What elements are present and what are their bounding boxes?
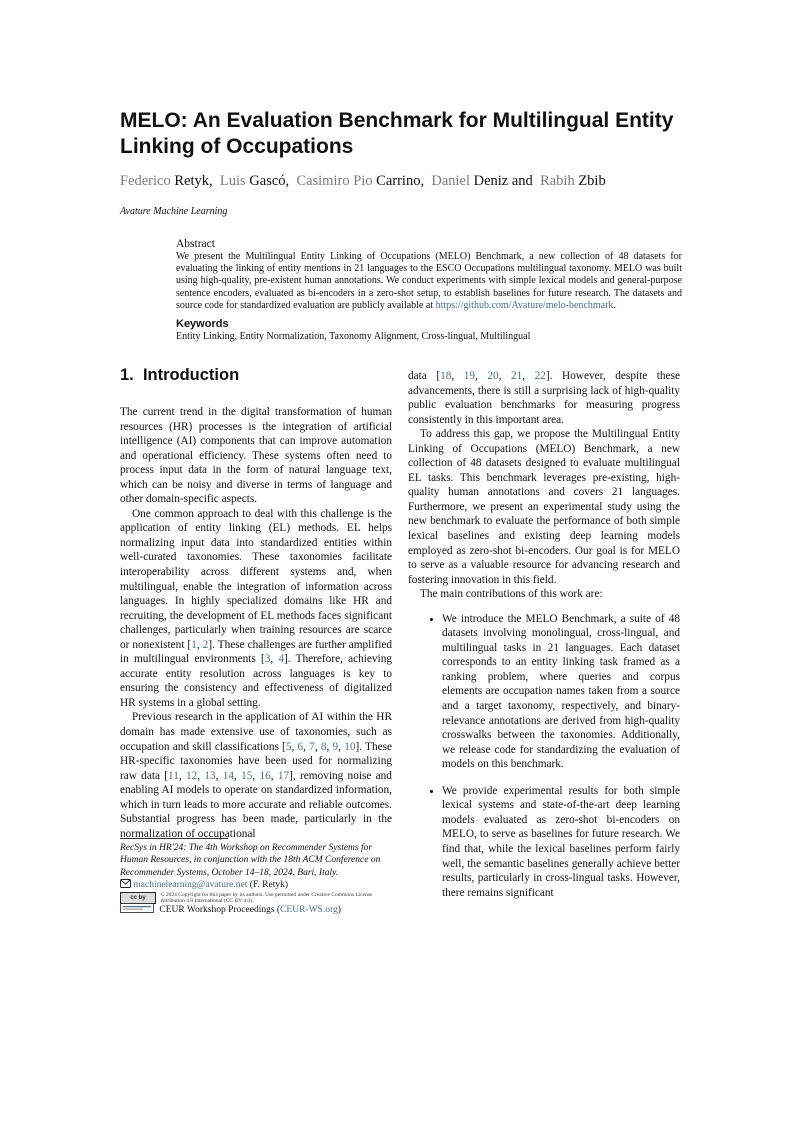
author-last-name: Gascó bbox=[249, 173, 286, 189]
ceur-link[interactable]: CEUR-WS.org bbox=[280, 905, 338, 915]
section-title: Introduction bbox=[142, 366, 240, 384]
citation-link[interactable]: 22 bbox=[534, 370, 546, 382]
paragraph-text: Previous research in the application of AI within the HR domain has made extensive use of taxonomies, such as occupation and skill classifications [ bbox=[120, 711, 392, 753]
abstract-body: We present the Multilingual Entity Linking of Occupations (MELO) Benchmark, a new collection of 48 datasets for evaluating the linking of entity mentions in 21 languages to the ESCO Occupations multilingual taxonomy. MELO was built using high-quality, pre-existent human annotations. We conduct experiments with simple lexical models and general-purpose sentence encoders, evaluated as bi-encoders in a zero-shot setup, to establish baselines for future research. The datasets and source code for standardized evaluation are publicly available at bbox=[176, 251, 682, 311]
copyright-text: © 2024 Copyright for this paper by its authors. Use permitted under Creative Commons License Attribution 4.0 International (CC BY 4.0). bbox=[160, 892, 373, 905]
keywords bbox=[176, 317, 682, 343]
abstract-heading: Abstract bbox=[176, 238, 215, 250]
paragraph: The main contributions of this work are: bbox=[420, 588, 603, 601]
section-number: 1. bbox=[120, 366, 134, 384]
citation-link[interactable]: 3 bbox=[264, 653, 271, 666]
email-link[interactable]: machinelearning@avature.net bbox=[133, 880, 248, 890]
section-heading bbox=[120, 366, 239, 385]
abstract-text bbox=[176, 251, 682, 312]
paragraph: data [18, 19, 20, 21, 22]. However, despite these advancements, there is still a surprising lack of high-quality public evaluation benchmarks for measuring progress consistently in this important area. bbox=[408, 370, 680, 426]
citation-link[interactable]: 18 bbox=[440, 370, 452, 382]
list-item: • We introduce the MELO Benchmark, a suite of 48 datasets involving monolingual, cross-lingual, and multilingual tasks in 21 languages. Each dataset corresponds to an entity linking task framed as a ranking problem, where queries and corpus elements are occupation names taken from a source and a target taxonomy, respectively, and binary-relevance annotations are derived from high-quality crosswalks between the taxonomies. Additionally, we release code for standardizing the evaluation of models on this benchmark. bbox=[442, 612, 680, 772]
author-separator: , bbox=[420, 173, 425, 189]
author-4 bbox=[431, 173, 508, 189]
author-first-name: Casimiro Pio bbox=[296, 173, 373, 189]
author-last-name: Zbib bbox=[578, 173, 606, 189]
citation-link[interactable]: 12 bbox=[185, 769, 198, 782]
author-5 bbox=[540, 173, 606, 189]
citation-link[interactable]: 9 bbox=[332, 740, 339, 753]
author-first-name: Federico bbox=[120, 173, 171, 189]
citation-link[interactable]: 6 bbox=[297, 740, 304, 753]
citation-link[interactable]: 8 bbox=[320, 740, 327, 753]
paragraph-text: ]. However, despite these advancements, there is still a surprising lack of high-quality public evaluation benchmarks for measuring progress consistently in this important area. bbox=[408, 370, 680, 426]
paper-title: MELO: An Evaluation Benchmark for Multilingual Entity Linking of Occupations bbox=[120, 109, 674, 158]
citation-link[interactable]: 14 bbox=[222, 769, 235, 782]
paragraph-text: ]. Therefore, achieving accurate entity resolution across languages is key to ensuring the consistency and effectiveness of digitalized HR systems in a global setting. bbox=[120, 653, 392, 709]
author-last-name: Carrino bbox=[376, 173, 421, 189]
author-last-name: Retyk bbox=[174, 173, 209, 189]
citation-link[interactable]: 16 bbox=[259, 769, 271, 782]
paragraph-text: ]. These challenges are further amplified in multilingual environments [ bbox=[120, 638, 393, 666]
citation-link[interactable]: 19 bbox=[463, 370, 476, 382]
paragraph: Previous research in the application of AI within the HR domain has made extensive use of taxonomies, such as occupation and skill classifications [5, 6, 7, 8, 9, 10]. These HR-specific taxonomies have been used for normalizing raw data [11, 12, 13, 14, 15, 16, 17], removing noise and enabling AI models to operate on standardized information, which in turn leads to more accurate and reliable outcomes. Substantial progress has been made, particularly in the normalization of occupational bbox=[120, 711, 393, 840]
author-and: and bbox=[511, 173, 533, 189]
paragraph: To address this gap, we propose the Multilingual Entity Linking of Occupations (MELO) Benchmark, a new collection of 48 datasets designed to evaluate multilingual EL tasks. This benchmark leverages pre-existing, high-quality human annotations and covers 21 languages. Furthermore, we present an experimental study using the new benchmark to evaluate the performance of both simple lexical baselines and existing deep learning models employed as zero-shot bi-encoders. Our goal is for MELO to serve as a valuable resource for advancing research and fostering innovation in this field. bbox=[408, 428, 680, 586]
keywords-text: Entity Linking, Entity Normalization, Taxonomy Alignment, Cross-lingual, Multilingual bbox=[176, 331, 531, 342]
left-column bbox=[120, 405, 392, 841]
abstract bbox=[176, 237, 682, 312]
paragraph: The current trend in the digital transformation of human resources (HR) processes is the integration of artificial intelligence (AI) components that can improve automation and operational efficiency. These systems often need to process input data in the form of natural language text, which can be noisy and diverse in terms of language and other domain-specific aspects. bbox=[120, 406, 392, 506]
contributions-list bbox=[408, 612, 680, 900]
paragraph-text: ]. These HR-specific taxonomies have been used for normalizing raw data [ bbox=[120, 740, 393, 782]
citation-link[interactable]: 13 bbox=[204, 769, 216, 782]
ceur-end: ) bbox=[337, 905, 341, 915]
author-separator: , bbox=[209, 173, 213, 189]
citation-link[interactable]: 15 bbox=[241, 769, 253, 782]
author-first-name: Rabih bbox=[540, 173, 575, 189]
citation-link[interactable]: 1 bbox=[191, 638, 197, 651]
author-2 bbox=[220, 173, 286, 189]
github-link[interactable]: https://github.com/Avature/melo-benchmark bbox=[435, 299, 614, 311]
venue-footnote: RecSys in HR'24: The 4th Workshop on Recommender Systems for Human Resources, in conjunction with the 18th ACM Conference on Recommender Systems, October 14–18, 2024, Bari, Italy. bbox=[120, 843, 381, 878]
citation-link[interactable]: 20 bbox=[487, 370, 499, 382]
citation-link[interactable]: 7 bbox=[309, 740, 315, 753]
email-line bbox=[120, 879, 288, 891]
keywords-heading: Keywords bbox=[176, 318, 229, 330]
ceur-text: CEUR Workshop Proceedings ( bbox=[159, 905, 281, 915]
footnote-divider bbox=[120, 838, 228, 839]
author-last-name: Deniz bbox=[473, 173, 509, 189]
ceur-logo-icon bbox=[120, 905, 157, 915]
author-3 bbox=[296, 173, 420, 189]
paragraph-text: data [ bbox=[408, 370, 441, 382]
abstract-end: . bbox=[613, 299, 616, 311]
author-separator: , bbox=[285, 173, 290, 189]
citation-link[interactable]: 2 bbox=[202, 638, 209, 651]
cc-by-icon: cc by bbox=[120, 892, 156, 904]
author-list bbox=[120, 172, 680, 190]
list-item: • We provide experimental results for both simple lexical systems and state-of-the-art deep learning models evaluated as zero-shot bi-encoders on MELO, to serve as baselines for future research. We find that, while the lexical baselines perform fairly well, the semantic baselines generally achieve better results, particularly in cross-lingual tasks. However, there remains significant bbox=[442, 784, 680, 900]
ceur-line bbox=[120, 903, 341, 916]
paragraph-text: ], removing noise and enabling AI models to operate on standardized information, which in turn leads to more accurate and reliable outcomes. Substantial progress has been made, particularly in the normalization of occupational bbox=[120, 769, 392, 840]
paragraph-text: One common approach to deal with this challenge is the application of entity linking (EL) methods. EL helps normalizing input data into standardized entities within well-curated taxonomies. These taxonomies facilitate interoperability across different systems and, when multilingual, enable the integration of information across languages. In highly specialized domains like HR and recruiting, the development of EL methods faces significant challenges, particularly when training resources are scarce or nonexistent [ bbox=[120, 507, 392, 651]
citation-link[interactable]: 4 bbox=[278, 653, 285, 666]
author-1 bbox=[120, 173, 209, 189]
paragraph: One common approach to deal with this challenge is the application of entity linking (EL) methods. EL helps normalizing input data into standardized entities within well-curated taxonomies. These taxonomies facilitate interoperability across different systems and, when multilingual, enable the integration of information across languages. In highly specialized domains like HR and recruiting, the development of EL methods faces significant challenges, particularly when training resources are scarce or nonexistent [1, 2]. These challenges are further amplified in multilingual environments [3, 4]. Therefore, achieving accurate entity resolution across languages is key to ensuring the consistency and effectiveness of digitalized HR systems in a global setting. bbox=[120, 507, 393, 709]
right-column bbox=[408, 369, 680, 912]
envelope-icon bbox=[120, 880, 131, 890]
citation-link[interactable]: 17 bbox=[277, 769, 290, 782]
affiliation: Avature Machine Learning bbox=[120, 206, 228, 217]
email-owner: (F. Retyk) bbox=[249, 880, 289, 890]
citation-link[interactable]: 11 bbox=[168, 769, 179, 782]
citation-link[interactable]: 10 bbox=[344, 740, 356, 753]
author-first-name: Luis bbox=[219, 173, 246, 189]
citation-link[interactable]: 5 bbox=[285, 740, 292, 753]
author-first-name: Daniel bbox=[431, 173, 470, 189]
citation-link[interactable]: 21 bbox=[510, 370, 523, 382]
